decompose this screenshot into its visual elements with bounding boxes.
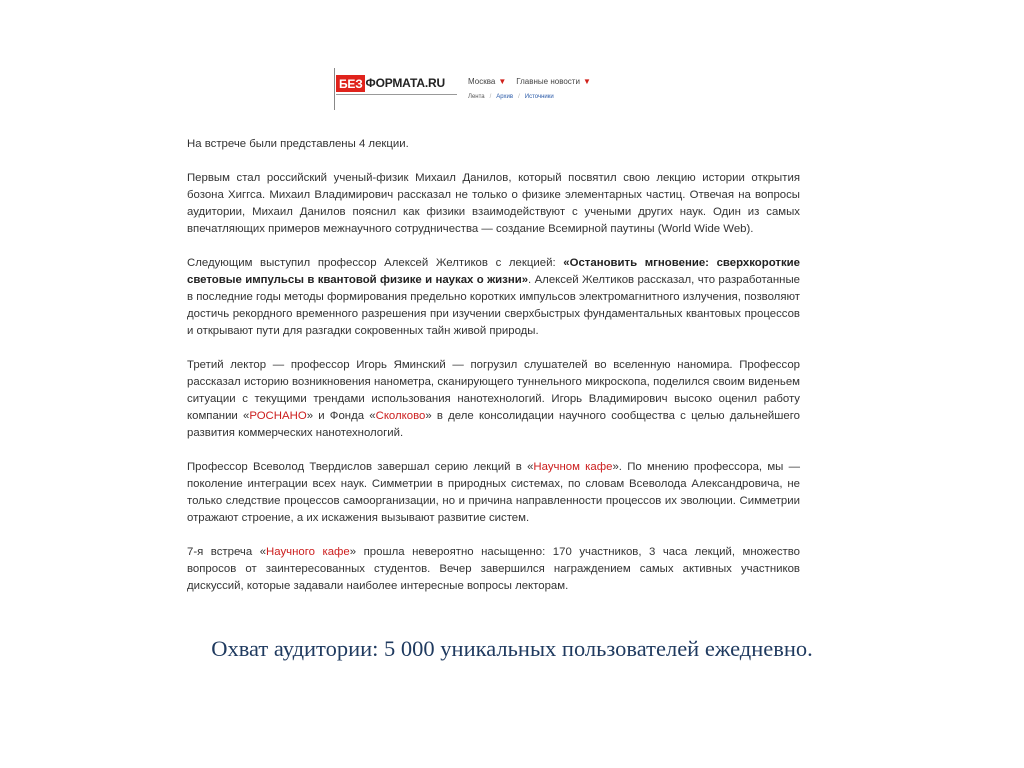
text: Следующим выступил профессор Алексей Желтиков с лекцией: [187, 257, 564, 269]
nav-city[interactable] [468, 77, 506, 86]
link-rosnano[interactable]: РОСНАНО [249, 410, 307, 422]
link-science-cafe[interactable]: Научного кафе [266, 546, 350, 558]
sub-nav [468, 94, 554, 100]
chevron-down-icon: ▼ [582, 77, 591, 86]
top-nav [468, 77, 591, 86]
text: Третий лектор — профессор Игорь Яминский — погрузил слушателей во вселенную наномира. Профессор рассказал историю возникновения нанометра, сканирующего туннельного микроскопа, поделился своим виденьем ситуации с текущими трендами использования нанотехнологий. Игорь Владимирович высоко оценил работу компании « [187, 359, 800, 422]
slide-caption: Охват аудитории: 5 000 уникальных пользователей ежедневно. [211, 636, 813, 661]
nav-main-news-label: Главные новости [516, 77, 580, 86]
header-divider [334, 68, 335, 110]
paragraph-intro: На встрече были представлены 4 лекции. [187, 138, 409, 150]
logo-red-part: БЕЗ [336, 75, 365, 92]
chevron-down-icon: ▼ [498, 77, 507, 86]
subnav-feed[interactable]: Лента [468, 94, 485, 100]
nav-city-label: Москва [468, 77, 496, 86]
paragraph-tverdislov [187, 459, 800, 527]
subnav-separator: / [518, 94, 520, 100]
logo-text: ФОРМАТА.RU [365, 76, 445, 90]
paragraph-zheltikov [187, 255, 800, 340]
article-body [187, 136, 800, 612]
text: ». По мнению профессора, мы — поколение интеграции всех наук. Симметрии в природных системах, по словам Всеволода Александровича, не только следствие процессов самоорганизации, но и причина направленности процессов их эволюции. Симметрии отражают строение, а их искажения вызывают развитие систем. [187, 461, 800, 524]
site-header [334, 68, 594, 110]
subnav-archive[interactable]: Архив [496, 94, 514, 100]
subnav-separator: / [489, 94, 492, 100]
text: » прошла невероятно насыщенно: 170 участников, 3 часа лекций, множество вопросов от заинтересованных студентов. Вечер завершился награждением самых активных участников дискуссий, которые задавали наиболее интересные вопросы лекторам. [187, 546, 801, 592]
link-skolkovo[interactable]: Сколково [375, 410, 426, 422]
text: 7-я встреча « [187, 546, 267, 558]
paragraph-danilov: Первым стал российский ученый-физик Михаил Данилов, который посвятил свою лекцию истории открытия бозона Хиггса. Михаил Владимирович рассказал не только о физике элементарных частиц. Отвечая на вопросы аудитории, Михаил Данилов пояснил как физики взаимодействуют с учеными других наук. Один из самых впечатляющих примеров межнаучного сотрудничества — создание Всемирной паутины (World Wide Web). [187, 172, 800, 235]
link-science-cafe[interactable]: Научном кафе [533, 461, 613, 473]
nav-main-news[interactable] [516, 77, 591, 86]
lecture-title: «Остановить мгновение: сверхкороткие световые импульсы в квантовой физике и науках о жизни» [187, 257, 801, 286]
logo-underline [336, 94, 457, 95]
subnav-sources[interactable]: Источники [524, 94, 554, 100]
site-logo[interactable] [336, 72, 445, 94]
paragraph-summary [187, 544, 800, 595]
text: » и Фонда « [306, 410, 376, 422]
text: Профессор Всеволод Твердислов завершал серию лекций в « [187, 461, 534, 473]
paragraph-yaminsky [187, 357, 800, 442]
text: . Алексей Желтиков рассказал, что разработанные в последние годы методы формирования предельно коротких импульсов электромагнитного излучения, позволяют достичь рекордного временного разрешения при изучении сверхбыстрых фундаментальных квантовых процессов и открывают пути для разгадки сокровенных тайн живой природы. [187, 274, 800, 337]
text: » в деле консолидации научного сообщества с целью дальнейшего развития коммерческих нанотехнологий. [187, 410, 801, 439]
